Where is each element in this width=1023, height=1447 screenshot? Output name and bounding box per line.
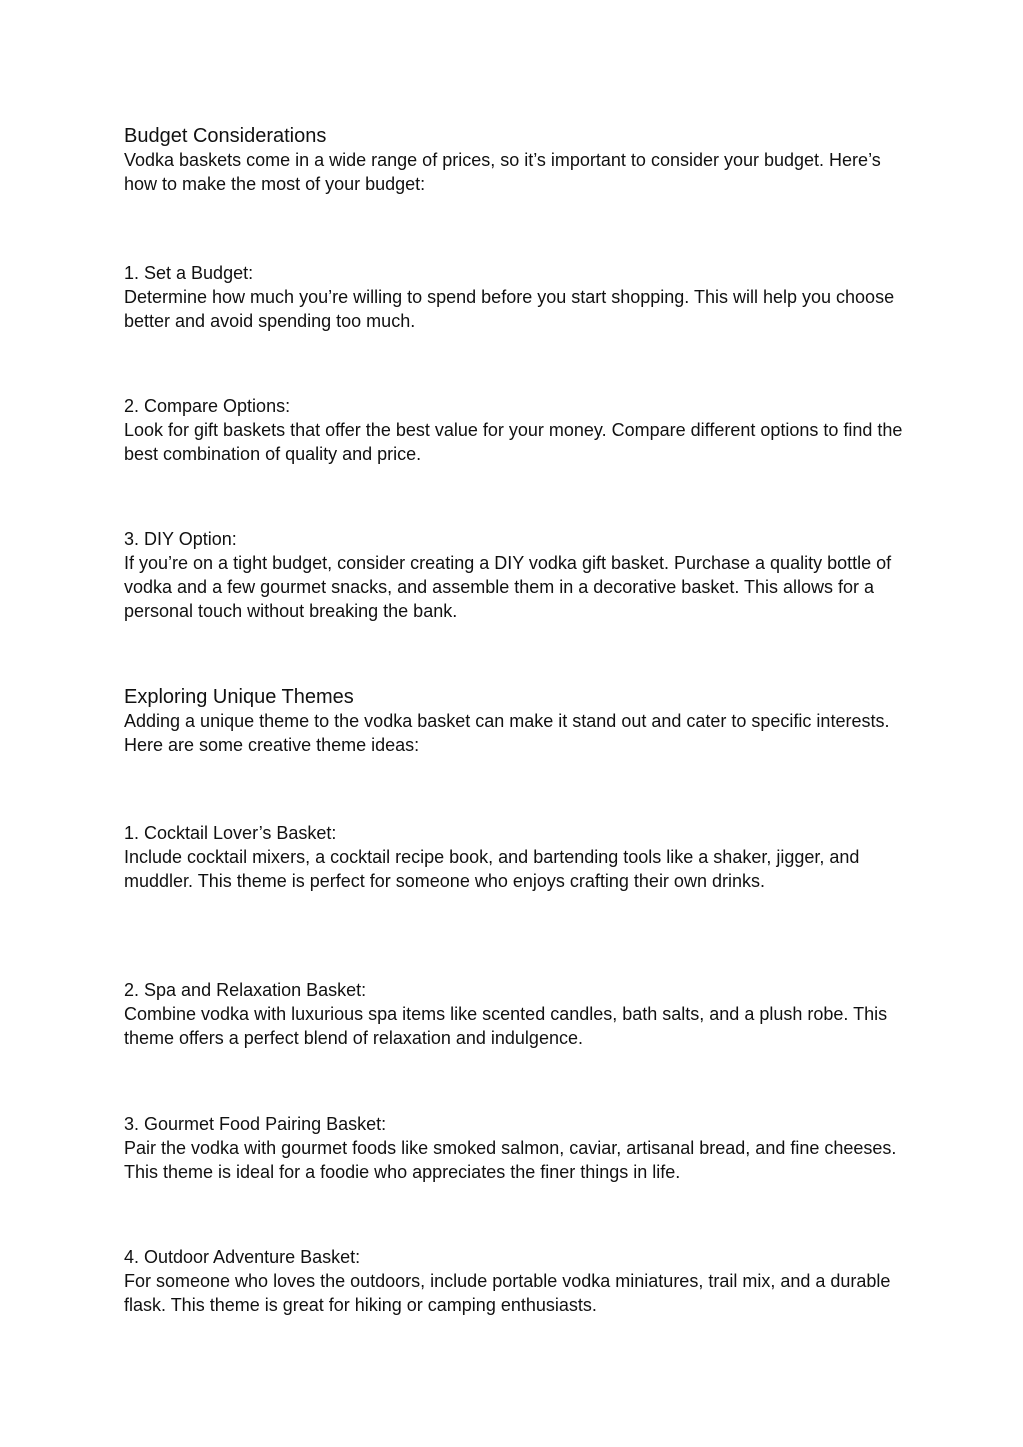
list-item bbox=[124, 1112, 904, 1184]
item-label: 3. Gourmet Food Pairing Basket: bbox=[124, 1114, 387, 1134]
list-item bbox=[124, 394, 904, 466]
section-exploring-unique-themes bbox=[124, 685, 904, 757]
item-text: Include cocktail mixers, a cocktail recipe book, and bartending tools like a shaker, jigger, and muddler. This theme is perfect for someone who enjoys crafting their own drinks. bbox=[124, 847, 860, 891]
item-text: Determine how much you’re willing to spend before you start shopping. This will help you choose better and avoid spending too much. bbox=[124, 287, 895, 331]
item-text: For someone who loves the outdoors, include portable vodka miniatures, trail mix, and a durable flask. This theme is great for hiking or camping enthusiasts. bbox=[124, 1271, 891, 1315]
list-item bbox=[124, 261, 904, 333]
section-heading: Exploring Unique Themes bbox=[124, 686, 354, 708]
item-text: Combine vodka with luxurious spa items like scented candles, bath salts, and a plush robe. This theme offers a perfect blend of relaxation and indulgence. bbox=[124, 1004, 888, 1048]
section-intro: Vodka baskets come in a wide range of prices, so it’s important to consider your budget. Here’s how to make the most of your budget: bbox=[124, 150, 881, 194]
list-item bbox=[124, 821, 904, 893]
list-item bbox=[124, 1245, 904, 1317]
item-label: 1. Cocktail Lover’s Basket: bbox=[124, 823, 337, 843]
item-label: 1. Set a Budget: bbox=[124, 263, 254, 283]
item-label: 3. DIY Option: bbox=[124, 529, 237, 549]
section-intro: Adding a unique theme to the vodka basket can make it stand out and cater to specific interests. Here are some creative theme ideas: bbox=[124, 711, 890, 755]
section-budget-considerations bbox=[124, 124, 904, 196]
item-label: 2. Compare Options: bbox=[124, 396, 291, 416]
item-text: If you’re on a tight budget, consider creating a DIY vodka gift basket. Purchase a quality bottle of vodka and a few gourmet snacks, and assemble them in a decorative basket. This allows for a personal touch without breaking the bank. bbox=[124, 553, 892, 621]
item-label: 4. Outdoor Adventure Basket: bbox=[124, 1247, 361, 1267]
item-text: Pair the vodka with gourmet foods like smoked salmon, caviar, artisanal bread, and fine cheeses. This theme is ideal for a foodie who appreciates the finer things in life. bbox=[124, 1138, 897, 1182]
list-item bbox=[124, 527, 904, 623]
list-item bbox=[124, 978, 904, 1050]
section-heading: Budget Considerations bbox=[124, 125, 327, 147]
item-text: Look for gift baskets that offer the best value for your money. Compare different options to find the best combination of quality and price. bbox=[124, 420, 903, 464]
item-label: 2. Spa and Relaxation Basket: bbox=[124, 980, 367, 1000]
